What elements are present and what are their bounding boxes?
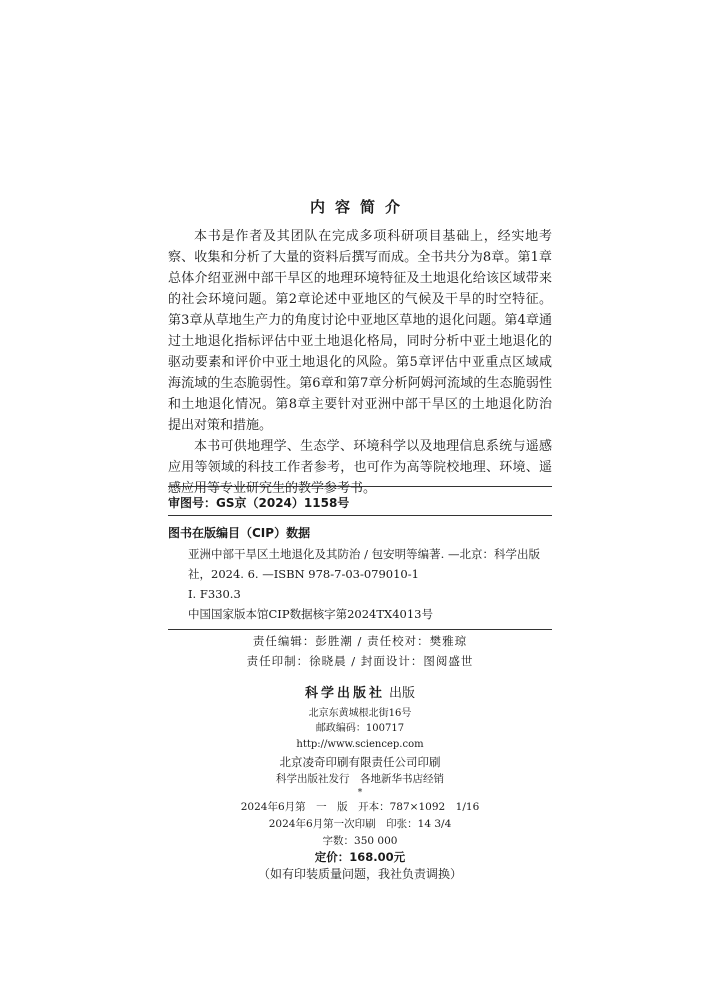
printing-line: 2024年6月第一次印刷 印张：14 3/4 (268, 818, 452, 830)
divider (168, 486, 552, 487)
publisher-postcode: 邮政编码：100717 (315, 723, 405, 734)
quality-notice: （如有印装质量问题，我社负责调换） (257, 867, 462, 881)
cip-entry: 亚洲中部干旱区土地退化及其防治 / 包安明等编著. —北京：科学出版社，2024. 6. —ISBN 978-7-03-079010-1 (188, 547, 540, 581)
word-count: 字数：350 000 (322, 835, 398, 847)
cip-record-number: 中国国家版本馆CIP数据核字第2024TX4013号 (188, 607, 433, 621)
cip-record (168, 544, 552, 624)
cip-classification: Ⅰ. F330.3 (188, 587, 241, 601)
publisher-line (0, 687, 720, 702)
distribution-line: 科学出版社发行 各地新华书店经销 (276, 773, 444, 785)
production-credits: 责任印制：徐晓晨 / 封面设计：图阅盛世 (246, 654, 474, 668)
page-title: 内容简介 (309, 198, 410, 216)
summary-paragraph: 本书可供地理学、生态学、环境科学以及地理信息系统与遥感应用等领域的科技工作者参考，也可作为高等院校地理、环境、遥感应用等专业研究生的教学参考书。 (168, 439, 552, 496)
price: 定价：168.00元 (314, 850, 406, 864)
cip-heading: 图书在版编目（CIP）数据 (168, 526, 311, 540)
separator-mark: * (357, 788, 363, 798)
map-review-number: 审图号：GS京（2024）1158号 (168, 496, 350, 510)
printer-line: 北京凌奇印刷有限责任公司印刷 (279, 755, 441, 769)
summary-section (168, 226, 552, 499)
divider (168, 629, 552, 630)
publisher-website: http://www.sciencep.com (296, 739, 424, 750)
publisher-address: 北京东黄城根北街16号 (308, 708, 412, 719)
publisher-name: 科学出版社 (304, 686, 385, 701)
edition-line: 2024年6月第 一 版 开本：787×1092 1/16 (240, 801, 480, 813)
summary-paragraph: 本书是作者及其团队在完成多项科研项目基础上，经实地考察、收集和分析了大量的资料后撰写而成。全书共分为8章。第1章总体介绍亚洲中部干旱区的地理环境特征及土地退化给该区域带来的社会环境问题。第2章论述中亚地区的气候及干旱的时空特征。第3章从草地生产力的角度讨论中亚地区草地的退化问题。第4章通过土地退化指标评估中亚土地退化格局，同时分析中亚土地退化的驱动要素和评价中亚土地退化的风险。第5章评估中亚重点区域咸海流域的生态脆弱性。第6章和第7章分析阿姆河流域的生态脆弱性和土地退化情况。第8章主要针对亚洲中部干旱区的土地退化防治提出对策和措施。 (168, 229, 552, 433)
publisher-suffix: 出版 (389, 686, 416, 701)
editor-credits: 责任编辑：彭胜潮 / 责任校对：樊雅琼 (252, 634, 468, 648)
divider (168, 515, 552, 516)
